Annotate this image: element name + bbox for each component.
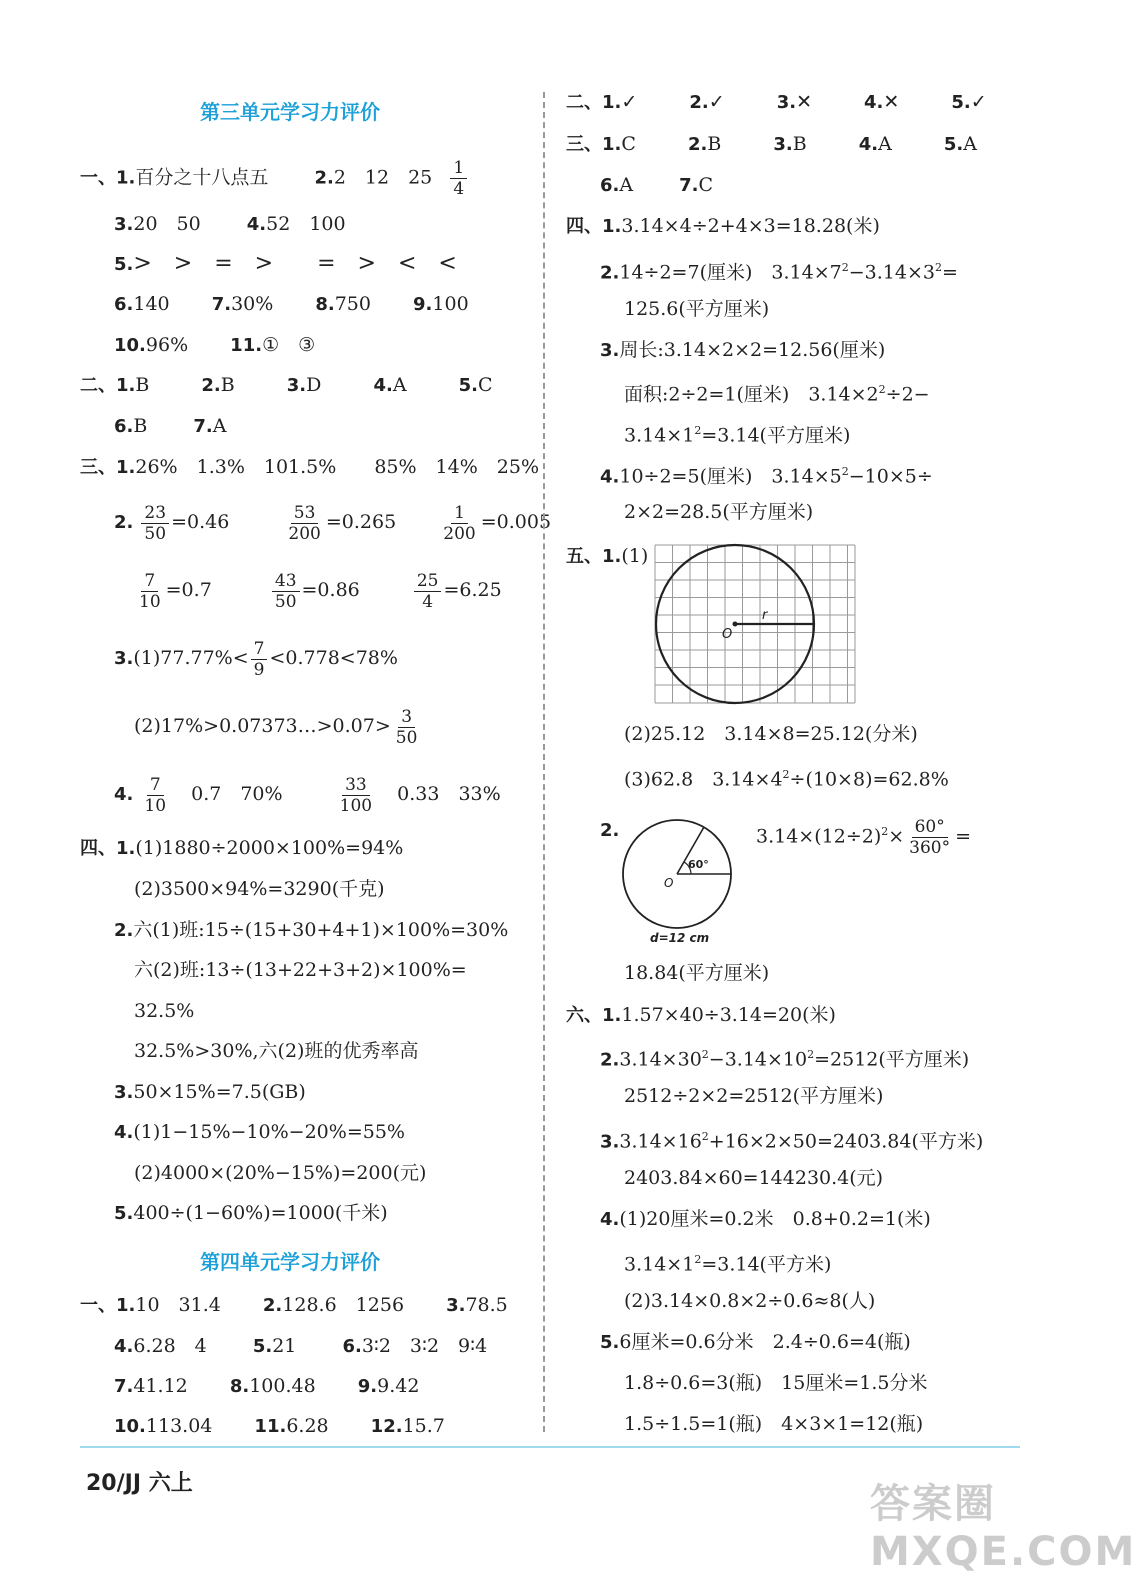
u4-s4-q4b: 2×2=28.5(平方厘米) xyxy=(624,501,814,523)
u4-s4-q3b: 面积:2÷2=1(厘米) $3.14\times 2^2\div 2-$ xyxy=(624,383,930,406)
circle-grid-figure xyxy=(652,542,858,706)
watermark-logo: 答案圈 MXQE.COM xyxy=(870,1481,1136,1575)
u3-s4-q4b: (2)4000×(20%−15%)=200(元) xyxy=(134,1162,427,1184)
u3-s1-row2: 3.20 50 4.52 100 xyxy=(114,213,346,235)
u4-s1-row3: 7.41.12 8.100.48 9.9.42 xyxy=(114,1375,420,1397)
center-dot xyxy=(733,622,738,627)
u4-s6-q5b: 1.8÷0.6=3(瓶) 15厘米=1.5分米 xyxy=(624,1372,928,1394)
u4-s4-q3a: 3.周长:3.14×2×2=12.56(厘米) xyxy=(600,339,886,361)
u4-s5-q2-a: $3.14\times(12\div 2)^2\times$ $\frac{60^\circ}{360^\circ}$ = xyxy=(756,816,972,858)
u4-s1-row2: 4.6.28 4 5.21 6.3∶2 3∶2 9∶4 xyxy=(114,1335,488,1357)
u3-s2-row1: 二、1.B 2.B 3.D 4.A 5.C xyxy=(80,374,493,396)
page-footer xyxy=(86,1466,193,1497)
unit4-title: 第四单元学习力评价 xyxy=(200,1250,380,1274)
u4-s6-q1: 六、1.1.57×40÷3.14=20(米) xyxy=(566,1004,836,1026)
footer-rule xyxy=(80,1446,1020,1448)
u3-s3-q2-row2: $\frac{7}{10}$ =0.7 $\frac{43}{50}$ =0.86 $\frac{25}{4}$ =6.25 xyxy=(139,570,502,612)
u4-s5-q1-p3: (3)62.8 $3.14\times 4^2\div(10\times 8)=62.8\%$ xyxy=(624,768,949,791)
center-label: O xyxy=(722,627,733,642)
u4-s4-q3c: $3.14\times 1^2=3.14$(平方厘米) xyxy=(624,424,851,447)
u4-s6-q3a: $3.3.14\times 16^2+16\times 2\times 50=2403.84$(平方米) xyxy=(600,1130,984,1153)
u4-s6-q4c: (2)3.14×0.8×2÷0.6≈8(人) xyxy=(624,1290,876,1312)
sector-center-label: O xyxy=(664,876,674,890)
u4-s5-q2-b: 18.84(平方厘米) xyxy=(624,962,770,984)
u3-s4-q3: 3.50×15%=7.5(GB) xyxy=(114,1081,306,1103)
u3-s4-q1a: 四、1.(1)1880÷2000×100%=94% xyxy=(80,837,404,859)
u3-s3-q3-row2: (2)17%>0.07373…>0.07> $\frac{3}{50}$ xyxy=(134,706,418,748)
u3-s3-q4: 4. $\frac{7}{10}$ 0.7 70% $\frac{33}{100}$ 0.33 33% xyxy=(114,774,501,816)
angle-label: 60° xyxy=(688,858,709,871)
u4-s3-row2: 6.A 7.C xyxy=(600,174,714,196)
u4-s4-q4a: 4.10÷2=5(厘米) $3.14\times 5^2-10\times 5\div$ xyxy=(600,465,933,488)
u4-s5-q1-label: 五、1.(1) xyxy=(566,545,649,567)
u3-s2-row2: 6.B 7.A xyxy=(114,415,227,437)
u4-s6-q5c: 1.5÷1.5=1(瓶) 4×3×1=12(瓶) xyxy=(624,1413,924,1435)
u3-s4-q2c: 32.5% xyxy=(134,1000,195,1022)
u3-s3-row1: 三、1.26% 1.3% 101.5% 85% 14% 25% xyxy=(80,456,540,478)
u4-s6-q5a: 5.6厘米=0.6分米 2.4÷0.6=4(瓶) xyxy=(600,1331,911,1353)
u3-s4-q5: 5.400÷(1−60%)=1000(千米) xyxy=(114,1202,388,1224)
u4-s5-q2-label: 2. xyxy=(600,820,620,841)
u3-s3-q2-row1: 2. $\frac{23}{50}$ =0.46 $\frac{53}{200}$ =0.265 $\frac{1}{200}$ =0.005 xyxy=(114,502,552,544)
u3-s4-q1b: (2)3500×94%=3290(千克) xyxy=(134,878,385,900)
u3-s1-row3: 5.> > = > = > < < xyxy=(114,251,457,276)
radius-label: r xyxy=(762,608,768,623)
u3-s3-q3-row1: 3.(1)77.77%< $\frac{7}{9}$ <0.778<78% xyxy=(114,638,398,680)
u3-s1-row5: 10.96% 11.① ③ xyxy=(114,334,316,356)
column-divider xyxy=(543,92,545,1432)
u4-s6-q2b: 2512÷2×2=2512(平方厘米) xyxy=(624,1085,884,1107)
u4-s3-row1: 三、1.C 2.B 3.B 4.A 5.A xyxy=(566,133,978,155)
book-code: /JJ 六上 xyxy=(116,1471,193,1496)
u4-s4-q2b: 125.6(平方厘米) xyxy=(624,298,770,320)
diameter-label: d=12 cm xyxy=(650,931,710,945)
u4-s2-row: 二、1.✓ 2.✓ 3.✕ 4.✕ 5.✓ xyxy=(566,91,987,113)
u3-s4-q2a: 2.六(1)班:15÷(15+30+4+1)×100%=30% xyxy=(114,919,509,941)
u4-s1-row1: 一、1.10 31.4 2.128.6 1256 3.78.5 xyxy=(80,1294,508,1316)
u3-s1-row4: 6.140 7.30% 8.750 9.100 xyxy=(114,293,469,315)
u3-s4-q2b: 六(2)班:13÷(13+22+3+2)×100%= xyxy=(134,959,467,981)
u4-s6-q2a: $2.3.14\times 30^2-3.14\times 10^2=2512$(平方厘米) xyxy=(600,1048,970,1071)
sector-circle-figure xyxy=(616,814,740,948)
u3-s1-row1: 一、1.百分之十八点五 2.2 12 25 $\frac{1}{4}$ xyxy=(80,158,469,199)
u3-s4-q4a: 4.(1)1−15%−10%−20%=55% xyxy=(114,1121,405,1143)
u4-s6-q4b: $3.14\times 1^2=3.14$(平方米) xyxy=(624,1253,832,1276)
u4-s6-q3b: 2403.84×60=144230.4(元) xyxy=(624,1167,884,1189)
u4-s4-q1: 四、1.3.14×4÷2+4×3=18.28(米) xyxy=(566,215,880,237)
u3-s4-q2d: 32.5%>30%,六(2)班的优秀率高 xyxy=(134,1040,419,1062)
u4-s4-q2a: 2.14÷2=7(厘米) $3.14\times 7^2-3.14\times 3^2=$ xyxy=(600,261,958,284)
unit3-title: 第三单元学习力评价 xyxy=(200,100,380,124)
page-number: 20 xyxy=(86,1471,117,1496)
u4-s5-q1-p2: (2)25.12 3.14×8=25.12(分米) xyxy=(624,723,918,745)
u4-s6-q4a: 4.(1)20厘米=0.2米 0.8+0.2=1(米) xyxy=(600,1208,931,1230)
u4-s1-row4: 10.113.04 11.6.28 12.15.7 xyxy=(114,1415,445,1437)
